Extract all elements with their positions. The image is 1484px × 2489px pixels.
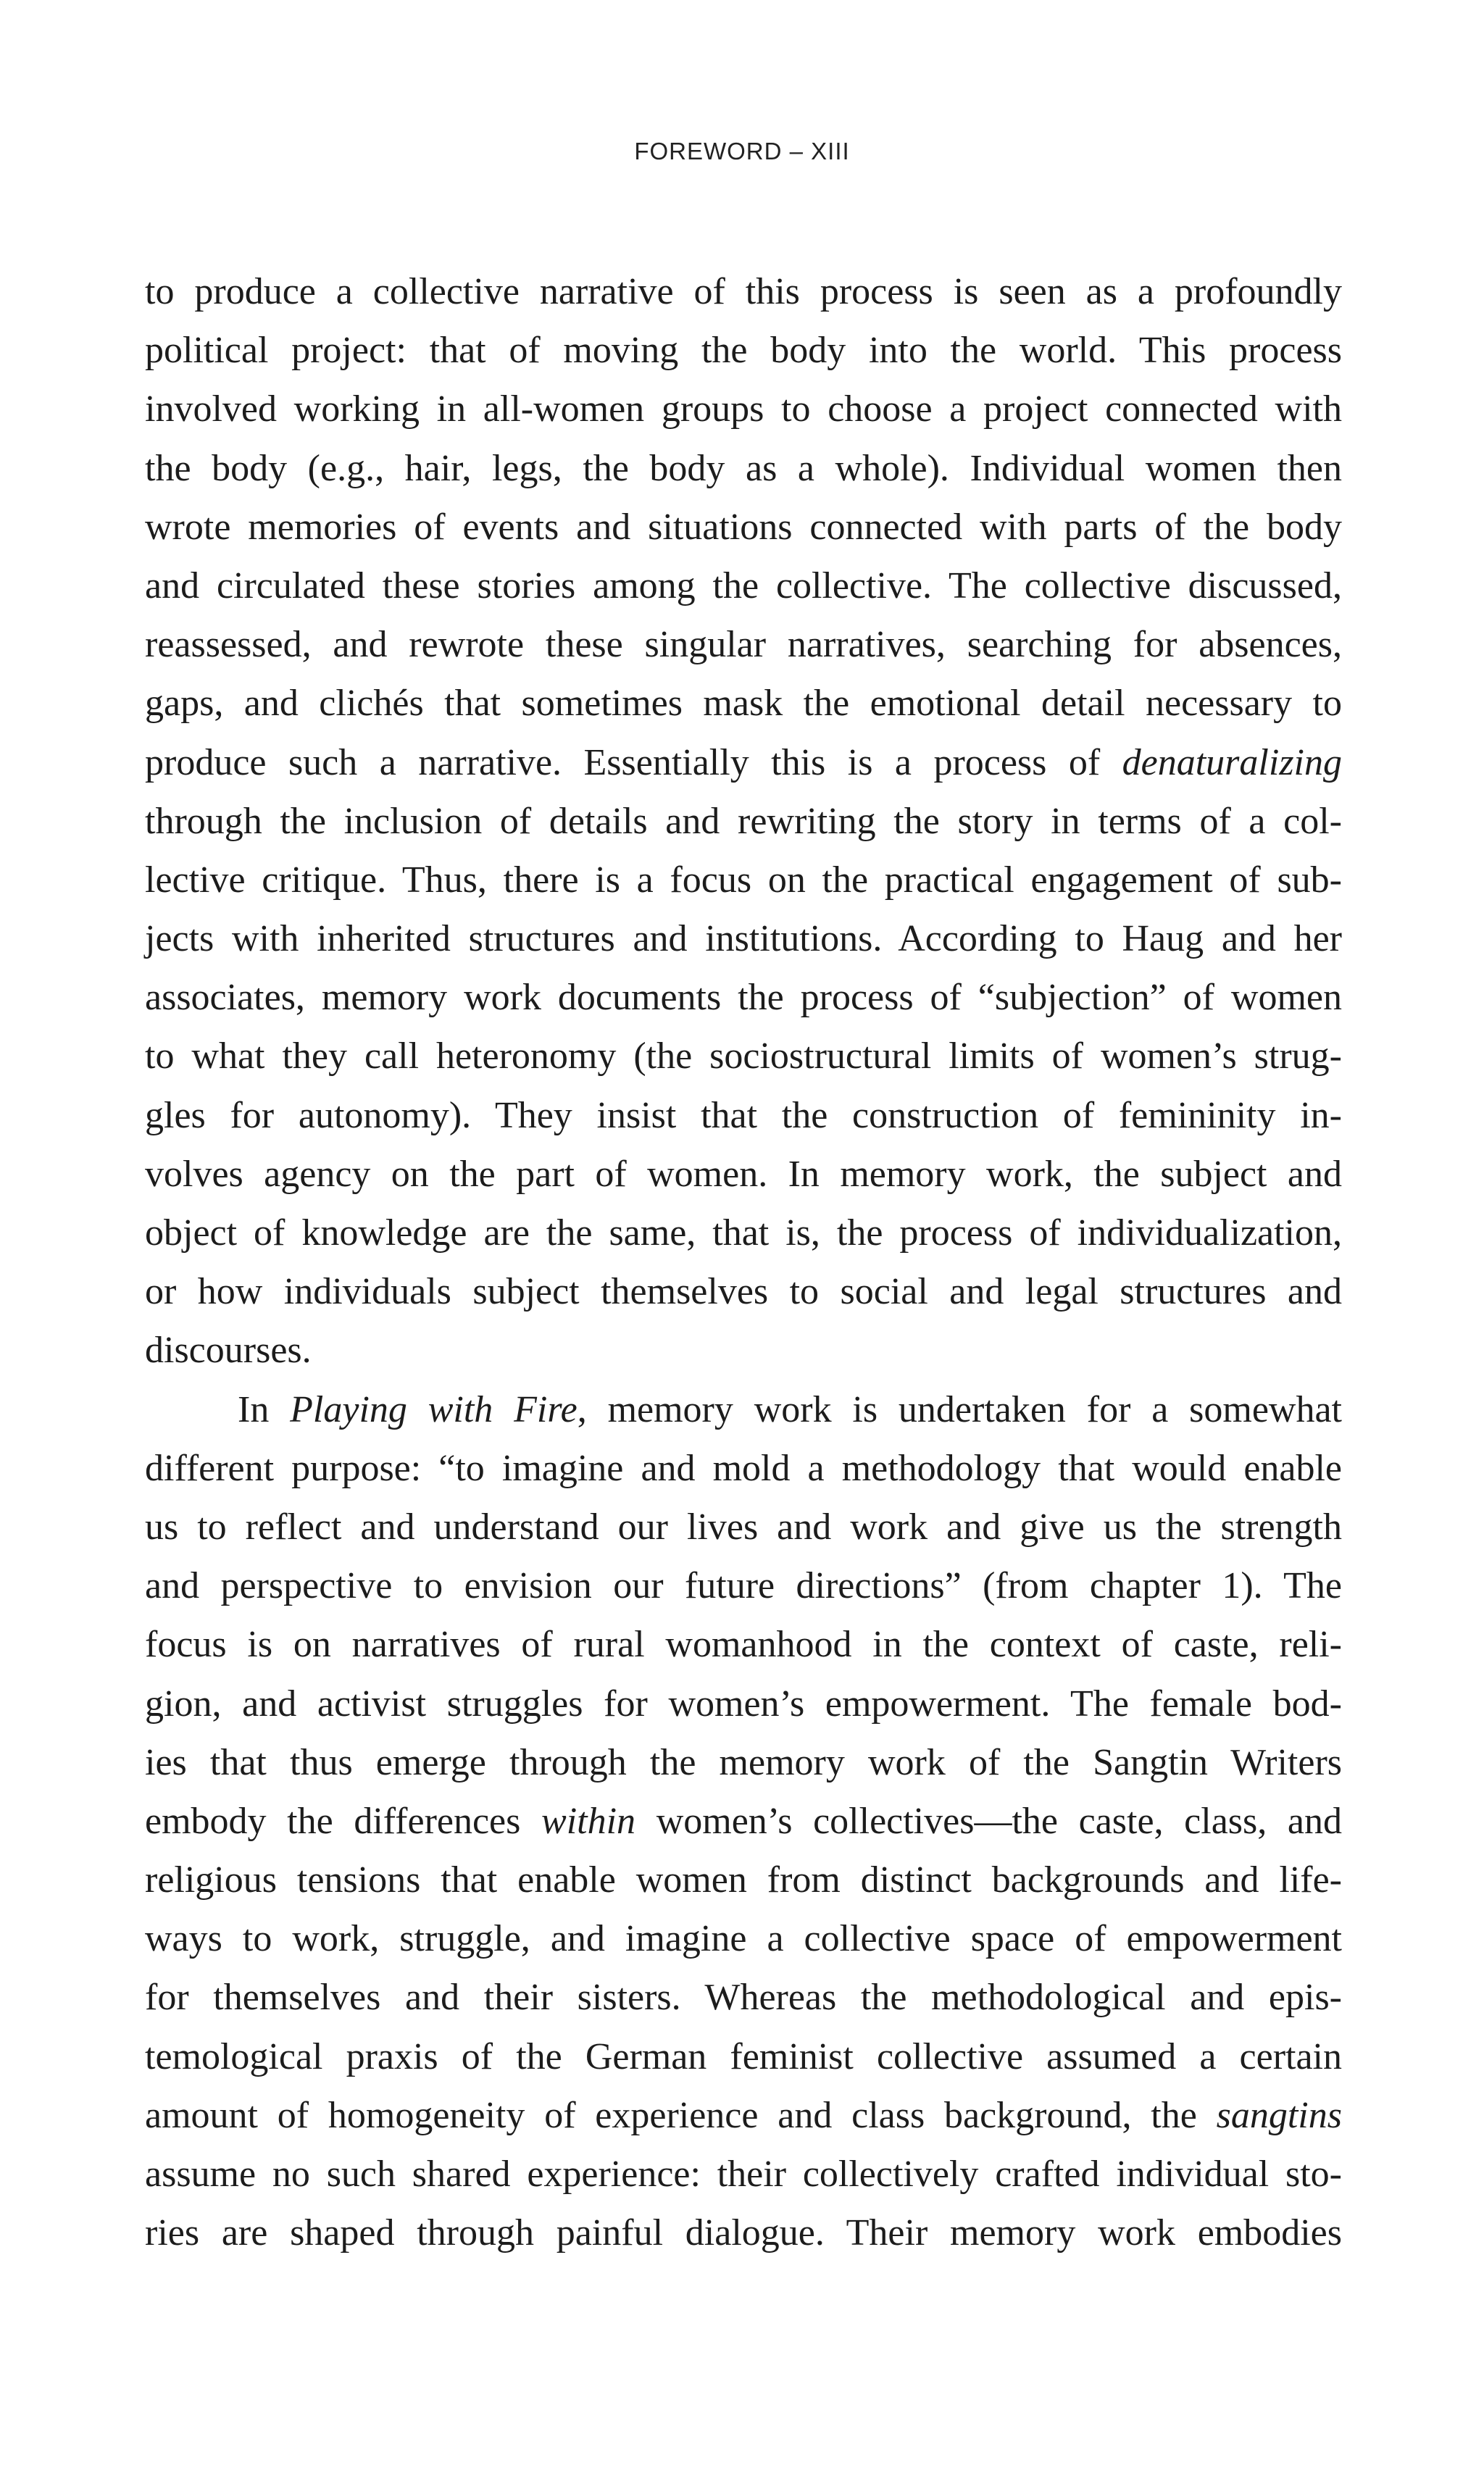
text-segment: discourses. <box>145 1330 312 1372</box>
text-segment: ies that thus emerge through the memory work of the Sangtin Writers <box>145 1741 1342 1783</box>
text-line <box>145 2027 1342 2086</box>
text-segment: or how individuals subject themselves to social and legal structures and <box>145 1271 1342 1313</box>
text-line <box>145 968 1342 1027</box>
text-line <box>145 1086 1342 1145</box>
text-segment: In <box>238 1388 291 1430</box>
text-segment: object of knowledge are the same, that is, the process of individualization, <box>145 1212 1342 1254</box>
text-segment: jects with inherited structures and institutions. According to Haug and her <box>145 918 1342 960</box>
text-segment: , memory work is undertaken for a somewhat <box>577 1388 1342 1430</box>
text-segment: gles for autonomy). They insist that the construction of femininity in- <box>145 1094 1342 1136</box>
text-segment: the body (e.g., hair, legs, the body as a whole). Individual women then <box>145 447 1342 489</box>
text-segment: embody the differences <box>145 1800 542 1842</box>
text-segment: associates, memory work documents the process of “subjection” of women <box>145 977 1342 1019</box>
text-line <box>145 1027 1342 1085</box>
text-line <box>145 439 1342 498</box>
text-line <box>145 321 1342 380</box>
text-segment: produce such a narrative. Essentially this is a process of <box>145 741 1122 783</box>
text-line <box>145 1145 1342 1204</box>
text-segment: women’s collectives—the caste, class, and <box>635 1800 1342 1842</box>
text-segment: assume no such shared experience: their collectively crafted individual sto- <box>145 2154 1342 2195</box>
text-segment: religious tensions that enable women from distinct backgrounds and life- <box>145 1859 1342 1901</box>
text-segment: ways to work, struggle, and imagine a collective space of empowerment <box>145 1918 1342 1960</box>
text-line <box>145 1498 1342 1556</box>
text-line <box>145 1733 1342 1792</box>
text-line <box>145 674 1342 733</box>
text-line <box>145 1909 1342 1968</box>
text-segment: wrote memories of events and situations connected with parts of the body <box>145 506 1342 548</box>
text-line <box>145 262 1342 321</box>
text-line <box>145 1204 1342 1262</box>
text-segment: volves agency on the part of women. In memory work, the subject and <box>145 1153 1342 1195</box>
text-segment: involved working in all-women groups to choose a project connected with <box>145 388 1342 430</box>
text-segment: and perspective to envision our future directions” (from chapter 1). The <box>145 1565 1342 1607</box>
italic-text: sangtins <box>1216 2094 1342 2136</box>
text-segment: and circulated these stories among the collective. The collective discussed, <box>145 564 1342 606</box>
text-line <box>145 1321 1342 1380</box>
text-line <box>145 1439 1342 1498</box>
text-segment: us to reflect and understand our lives and work and give us the strength <box>145 1506 1342 1548</box>
text-segment: different purpose: “to imagine and mold a methodology that would enable <box>145 1447 1342 1489</box>
text-line <box>145 2086 1342 2145</box>
text-segment: reassessed, and rewrote these singular narratives, searching for absences, <box>145 624 1342 666</box>
text-line <box>145 380 1342 438</box>
italic-text: within <box>541 1800 636 1842</box>
text-segment: to produce a collective narrative of this process is seen as a profoundly <box>145 271 1342 312</box>
text-segment: gaps, and clichés that sometimes mask the emotional detail necessary to <box>145 683 1342 725</box>
text-line <box>145 615 1342 674</box>
text-segment: focus is on narratives of rural womanhood in the context of caste, reli- <box>145 1624 1342 1666</box>
text-line <box>145 733 1342 792</box>
text-line <box>145 909 1342 968</box>
text-line <box>145 1968 1342 2027</box>
text-line <box>145 498 1342 556</box>
text-line <box>145 851 1342 909</box>
text-segment: for themselves and their sisters. Whereas the methodological and epis- <box>145 1977 1342 2019</box>
text-line <box>145 1851 1342 1909</box>
italic-text: Playing with Fire <box>290 1388 578 1430</box>
body-text <box>145 262 1342 2262</box>
text-segment: amount of homogeneity of experience and class background, the <box>145 2094 1217 2136</box>
text-line <box>145 556 1342 615</box>
italic-text: denaturalizing <box>1122 741 1342 783</box>
text-line <box>145 792 1342 851</box>
text-segment: gion, and activist struggles for women’s empowerment. The female bod- <box>145 1683 1342 1725</box>
text-line <box>145 1262 1342 1321</box>
paragraph-first-line <box>145 1380 1342 1439</box>
text-segment: lective critique. Thus, there is a focus on the practical engagement of sub- <box>145 859 1342 901</box>
text-line <box>145 1792 1342 1851</box>
text-segment: through the inclusion of details and rewriting the story in terms of a col- <box>145 800 1342 842</box>
text-line <box>145 2145 1342 2204</box>
text-line <box>145 1556 1342 1615</box>
text-line <box>145 2204 1342 2262</box>
text-line <box>145 1615 1342 1674</box>
text-line <box>145 1675 1342 1733</box>
text-segment: temological praxis of the German feminist collective assumed a certain <box>145 2035 1342 2077</box>
running-head: FOREWORD – XIII <box>634 138 850 164</box>
text-segment: political project: that of moving the body into the world. This process <box>145 330 1342 372</box>
text-segment: ries are shaped through painful dialogue. Their memory work embodies <box>145 2212 1342 2254</box>
text-segment: to what they call heteronomy (the sociostructural limits of women’s strug- <box>145 1035 1342 1077</box>
